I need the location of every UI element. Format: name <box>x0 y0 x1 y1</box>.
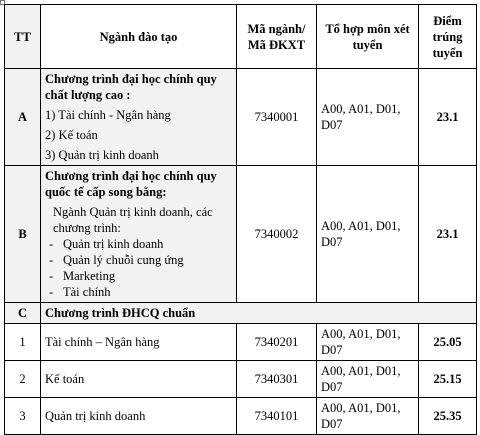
row-a-code: 7340001 <box>237 69 317 166</box>
row-2-tt: 2 <box>5 361 41 398</box>
header-code: Mã ngành/ Mã ĐKXT <box>237 5 317 69</box>
row-a-title: Chương trình đại học chính quy chất lượng cao : <box>45 72 217 102</box>
header-subjects: Tổ hợp môn xét tuyển <box>317 5 419 69</box>
row-b-subjects: A00, A01, D01, D07 <box>317 166 419 303</box>
row-1-tt: 1 <box>5 324 41 361</box>
row-1-score: 25.05 <box>419 324 477 361</box>
header-program: Ngành đào tạo <box>41 5 237 69</box>
row-3-code: 7340101 <box>237 398 317 435</box>
row-2-subjects: A00, A01, D01, D07 <box>317 361 419 398</box>
row-b-item-3: - Marketing <box>63 268 232 284</box>
row-3-tt: 3 <box>5 398 41 435</box>
row-1-subjects: A00, A01, D01, D07 <box>317 324 419 361</box>
table-row-b <box>5 166 477 303</box>
row-b-program <box>41 166 237 303</box>
header-tt: TT <box>5 5 41 69</box>
row-b-list <box>45 236 232 300</box>
row-a-subjects: A00, A01, D01, D07 <box>317 69 419 166</box>
row-1-program: Tài chính – Ngân hàng <box>41 324 237 361</box>
row-a-item-1: 1) Tài chính - Ngân hàng <box>45 108 171 122</box>
row-1-code: 7340201 <box>237 324 317 361</box>
row-a-program <box>41 69 237 166</box>
row-2-score: 25.15 <box>419 361 477 398</box>
table-row <box>5 361 477 398</box>
row-b-item-2: - Quản lý chuỗi cung ứng <box>63 252 232 268</box>
row-b-item-1: - Quản trị kinh doanh <box>63 236 232 252</box>
row-2-code: 7340301 <box>237 361 317 398</box>
row-c-title: Chương trình ĐHCQ chuẩn <box>41 303 477 324</box>
row-b-code: 7340002 <box>237 166 317 303</box>
row-a-tt: A <box>5 69 41 166</box>
row-c-tt: C <box>5 303 41 324</box>
table-row-c <box>5 303 477 324</box>
row-2-program: Kế toán <box>41 361 237 398</box>
row-b-score: 23.1 <box>419 166 477 303</box>
row-a-item-3: 3) Quản trị kinh doanh <box>45 148 159 162</box>
row-3-subjects: A00, A01, D01, D07 <box>317 398 419 435</box>
row-b-tt: B <box>5 166 41 303</box>
row-a-score: 23.1 <box>419 69 477 166</box>
row-b-intro: Ngành Quản trị kinh doanh, các chương trình: <box>53 205 213 235</box>
admission-scores-table <box>4 4 477 435</box>
row-3-program: Quản trị kinh doanh <box>41 398 237 435</box>
header-row <box>5 5 477 69</box>
header-score: Điểm trúng tuyển <box>419 5 477 69</box>
row-3-score: 25.35 <box>419 398 477 435</box>
table-row-a <box>5 69 477 166</box>
row-b-title: Chương trình đại học chính quy quốc tế cấp song bằng: <box>45 169 217 199</box>
row-a-item-2: 2) Kế toán <box>45 128 98 142</box>
row-b-item-4: - Tài chính <box>63 284 232 300</box>
table-row <box>5 324 477 361</box>
